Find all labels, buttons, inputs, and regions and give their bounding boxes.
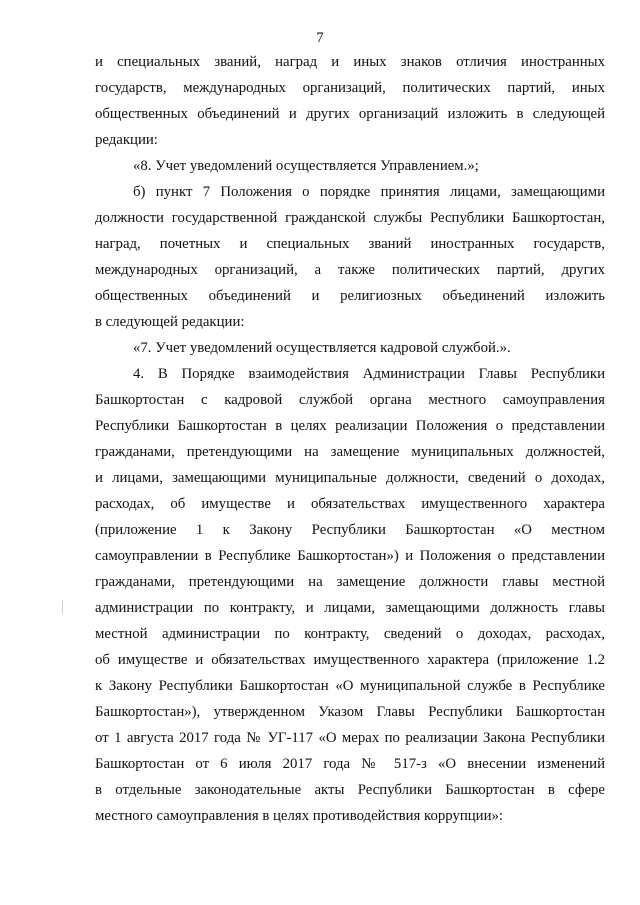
text-line: гражданами, претендующими на замещение муниципальных должностей,	[95, 444, 605, 460]
text-line: гражданами, претендующими на замещение должности главы местной	[95, 574, 605, 590]
page-number: 7	[316, 30, 324, 46]
text-line: местного самоуправления в целях противодействия коррупции»:	[95, 808, 504, 824]
text-line: в следующей редакции:	[95, 314, 245, 330]
text-line: от 1 августа 2017 года № УГ-117 «О мерах по реализации Закона Республики	[95, 730, 605, 746]
text-line: Башкортостан»), утвержденном Указом Главы Республики Башкортостан	[95, 704, 605, 720]
text-line: и лицами, замещающими муниципальные должности, сведений о доходах,	[95, 470, 605, 486]
text-line: Республики Башкортостан в целях реализации Положения о представлении	[95, 418, 605, 434]
text-line: «8. Учет уведомлений осуществляется Управлением.»;	[133, 158, 479, 174]
text-line: международных организаций, а также политических партий, других	[95, 262, 605, 278]
text-line: расходах, об имуществе и обязательствах имущественного характера	[95, 496, 605, 512]
text-line: б) пункт 7 Положения о порядке принятия лицами, замещающими	[133, 184, 605, 200]
text-line: и специальных званий, наград и иных знаков отличия иностранных	[95, 54, 605, 70]
text-line: государств, международных организаций, политических партий, иных	[95, 80, 605, 96]
text-line: должности государственной гражданской службы Республики Башкортостан,	[95, 210, 605, 226]
text-line: в отдельные законодательные акты Республики Башкортостан в сфере	[95, 782, 605, 798]
text-line: редакции:	[95, 132, 158, 148]
text-line: (приложение 1 к Закону Республики Башкортостан «О местном	[95, 522, 605, 538]
text-line: местной администрации по контракту, сведений о доходах, расходах,	[95, 626, 605, 642]
text-line: «7. Учет уведомлений осуществляется кадровой службой.».	[133, 340, 511, 356]
text-line: об имуществе и обязательствах имущественного характера (приложение 1.2	[95, 652, 605, 668]
text-line: 4. В Порядке взаимодействия Администрации Главы Республики	[133, 366, 605, 382]
text-line: самоуправлении в Республике Башкортостан») и Положения о представлении	[95, 548, 605, 564]
text-line: наград, почетных и специальных званий иностранных государств,	[95, 236, 605, 252]
text-line: администрации по контракту, и лицами, замещающими должность главы	[95, 600, 605, 616]
text-line: общественных объединений и религиозных объединений изложить	[95, 288, 605, 304]
text-line: Башкортостан с кадровой службой органа местного самоуправления	[95, 392, 605, 408]
text-line: Башкортостан от 6 июля 2017 года № 517-з «О внесении изменений	[95, 756, 605, 772]
margin-mark	[62, 600, 63, 614]
text-line: к Закону Республики Башкортостан «О муниципальной службе в Республике	[95, 678, 605, 694]
text-line: общественных объединений и других организаций изложить в следующей	[95, 106, 605, 122]
